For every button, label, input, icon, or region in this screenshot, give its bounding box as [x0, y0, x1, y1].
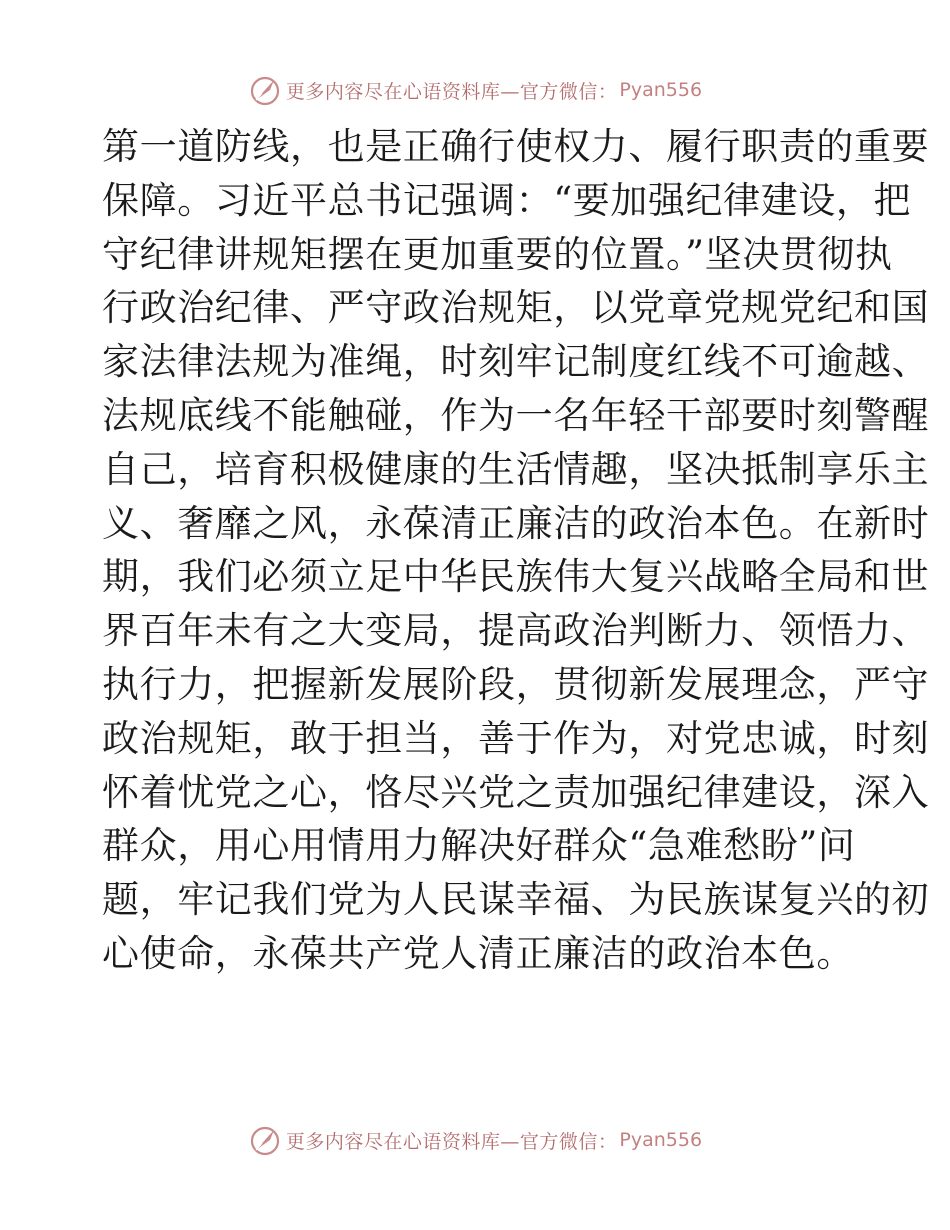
text-line: 怀着忧党之心，恪尽兴党之责加强纪律建设，深入 [102, 770, 930, 814]
quill-logo-icon [248, 1123, 282, 1157]
text-line: 界百年未有之大变局，提高政治判断力、领悟力、 [102, 609, 930, 653]
text-line: 家法律法规为准绳，时刻牢记制度红线不可逾越、 [102, 340, 930, 384]
watermark-text: 更多内容尽在心语资料库—官方微信： [285, 1130, 618, 1153]
footer-watermark [0, 1120, 950, 1160]
header-watermark [0, 70, 950, 110]
text-line: 法规底线不能触碰，作为一名年轻干部要时刻警醒 [102, 393, 930, 437]
watermark-handle: Pyan556 [619, 79, 703, 101]
text-line: 执行力，把握新发展阶段，贯彻新发展理念，严守 [102, 662, 930, 706]
text-line: 期，我们必须立足中华民族伟大复兴战略全局和世 [102, 555, 930, 599]
text-line: 自己，培育积极健康的生活情趣，坚决抵制享乐主 [102, 447, 930, 491]
watermark-handle: Pyan556 [619, 1129, 703, 1151]
text-line: 群众，用心用情用力解决好群众“急难愁盼”问 [102, 824, 856, 868]
watermark-text: 更多内容尽在心语资料库—官方微信： [285, 80, 618, 103]
text-line: 保障。习近平总书记强调：“要加强纪律建设，把 [102, 178, 912, 222]
text-line: 义、奢靡之风，永葆清正廉洁的政治本色。在新时 [102, 501, 930, 545]
text-line: 行政治纪律、严守政治规矩，以党章党规党纪和国 [102, 286, 930, 330]
text-line: 守纪律讲规矩摆在更加重要的位置。”坚决贯彻执 [102, 232, 893, 276]
text-line: 第一道防线，也是正确行使权力、履行职责的重要 [102, 125, 930, 168]
document-body [102, 120, 930, 981]
text-line: 题，牢记我们党为人民谋幸福、为民族谋复兴的初 [102, 878, 930, 922]
text-line: 政治规矩，敢于担当，善于作为，对党忠诚，时刻 [102, 716, 930, 760]
text-line: 心使命，永葆共产党人清正廉洁的政治本色。 [102, 931, 854, 975]
quill-logo-icon [248, 73, 282, 107]
